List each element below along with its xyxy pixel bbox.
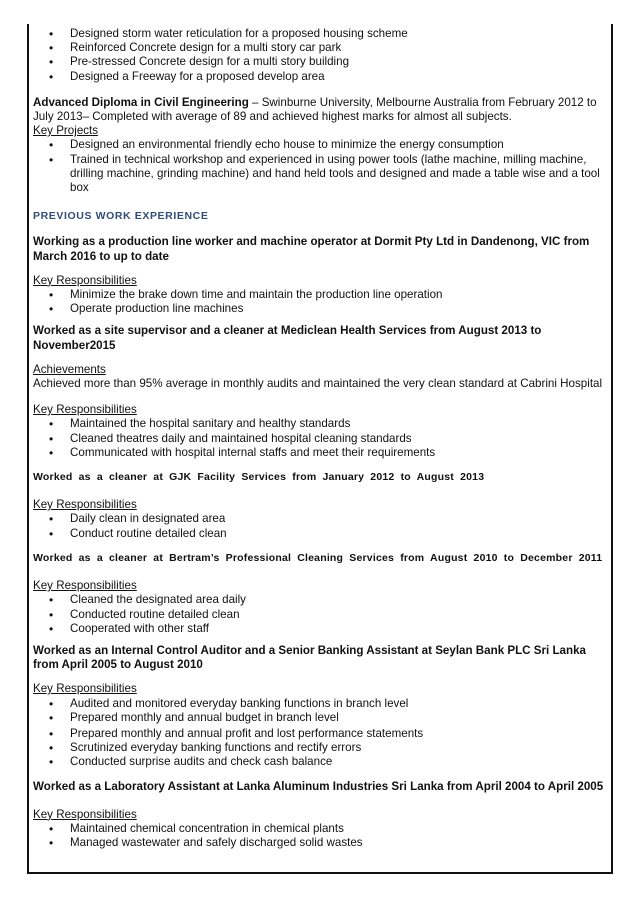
achievements-text: Achieved more than 95% average in monthly audits and maintained the very clean standard at Cabrini Hospital xyxy=(33,377,603,391)
list-item: • Managed wastewater and safely discharged solid wastes xyxy=(33,836,608,850)
job-title-seylan: Worked as an Internal Control Auditor and a Senior Banking Assistant at Seylan Bank PLC Sri Lanka from April 2005 to August 2010 xyxy=(33,643,586,672)
list-item: • Designed an environmental friendly echo house to minimize the energy consumption xyxy=(33,138,608,152)
key-responsibilities-label: Key Responsibilities xyxy=(33,498,137,512)
top-list xyxy=(33,27,608,84)
key-responsibilities-label: Key Responsibilities xyxy=(33,273,137,287)
key-responsibilities-label: Key Responsibilities xyxy=(33,807,137,821)
projects-list xyxy=(33,138,608,195)
section-heading: PREVIOUS WORK EXPERIENCE xyxy=(33,210,209,223)
seylan-list xyxy=(33,697,608,770)
diploma-text: – Swinburne University, Melbourne Australia from February 2012 to July 2013– Completed with average of 89 and achieved highest marks for almost all subjects. xyxy=(33,95,597,124)
job-title-mediclean: Worked as a site supervisor and a cleaner at Mediclean Health Services from August 2013 to November2015 xyxy=(33,324,542,352)
diploma-title: Advanced Diploma in Civil Engineering xyxy=(33,95,249,109)
key-responsibilities-label: Key Responsibilities xyxy=(33,579,137,593)
list-item: • Prepared monthly and annual profit and lost performance statements xyxy=(33,727,608,741)
bertram-list xyxy=(33,593,608,636)
list-item: • Prepared monthly and annual budget in branch level xyxy=(33,711,608,725)
list-item: • Cooperated with other staff xyxy=(33,622,608,636)
list-item: • Conducted routine detailed clean xyxy=(33,608,608,622)
list-item: • Reinforced Concrete design for a multi story car park xyxy=(33,41,608,55)
list-item: • Maintained chemical concentration in chemical plants xyxy=(33,822,608,836)
mediclean-list xyxy=(33,417,608,460)
list-item: • Scrutinized everyday banking functions and rectify errors xyxy=(33,741,608,755)
list-item: • Conducted surprise audits and check cash balance xyxy=(33,755,608,769)
achievements-label: Achievements xyxy=(33,362,106,376)
gjk-list xyxy=(33,512,608,540)
list-item: • Cleaned the designated area daily xyxy=(33,593,608,607)
resume-page xyxy=(27,24,613,874)
list-item: • Operate production line machines xyxy=(33,302,608,316)
list-item: • Daily clean in designated area xyxy=(33,512,608,526)
list-item: • Cleaned theatres daily and maintained hospital cleaning standards xyxy=(33,432,608,446)
job-title-gjk: Worked as a cleaner at GJK Facility Services from January 2012 to August 2013 xyxy=(33,471,485,484)
list-item: • Pre-stressed Concrete design for a multi story building xyxy=(33,55,608,69)
list-item: • Conduct routine detailed clean xyxy=(33,527,608,541)
list-item: • Communicated with hospital internal staffs and meet their requirements xyxy=(33,446,608,460)
lanka-list xyxy=(33,822,608,850)
diploma-paragraph xyxy=(33,96,608,124)
key-responsibilities-label: Key Responsibilities xyxy=(33,682,137,696)
list-item: • Maintained the hospital sanitary and healthy standards xyxy=(33,417,608,431)
list-item: • Designed a Freeway for a proposed develop area xyxy=(33,70,608,84)
dormit-list xyxy=(33,288,608,316)
list-item: • Trained in technical workshop and experienced in using power tools (lathe machine, milling machine, drilling machine, grinding machine) and hand held tools and designed and made a table wise and a tool box xyxy=(33,153,608,196)
job-title-dormit: Working as a production line worker and machine operator at Dormit Pty Ltd in Dandenong, VIC from March 2016 to up to date xyxy=(33,235,590,263)
list-item: • Minimize the brake down time and maintain the production line operation xyxy=(33,288,608,302)
job-title-lanka: Worked as a Laboratory Assistant at Lanka Aluminum Industries Sri Lanka from April 2004 to April 2005 xyxy=(33,779,604,793)
key-projects-label: Key Projects xyxy=(33,124,99,138)
job-title-bertram: Worked as a cleaner at Bertram’s Professional Cleaning Services from August 2010 to December 2011 xyxy=(33,551,603,564)
list-item: • Audited and monitored everyday banking functions in branch level xyxy=(33,697,608,711)
list-item: • Designed storm water reticulation for a proposed housing scheme xyxy=(33,27,608,41)
key-responsibilities-label: Key Responsibilities xyxy=(33,403,137,417)
